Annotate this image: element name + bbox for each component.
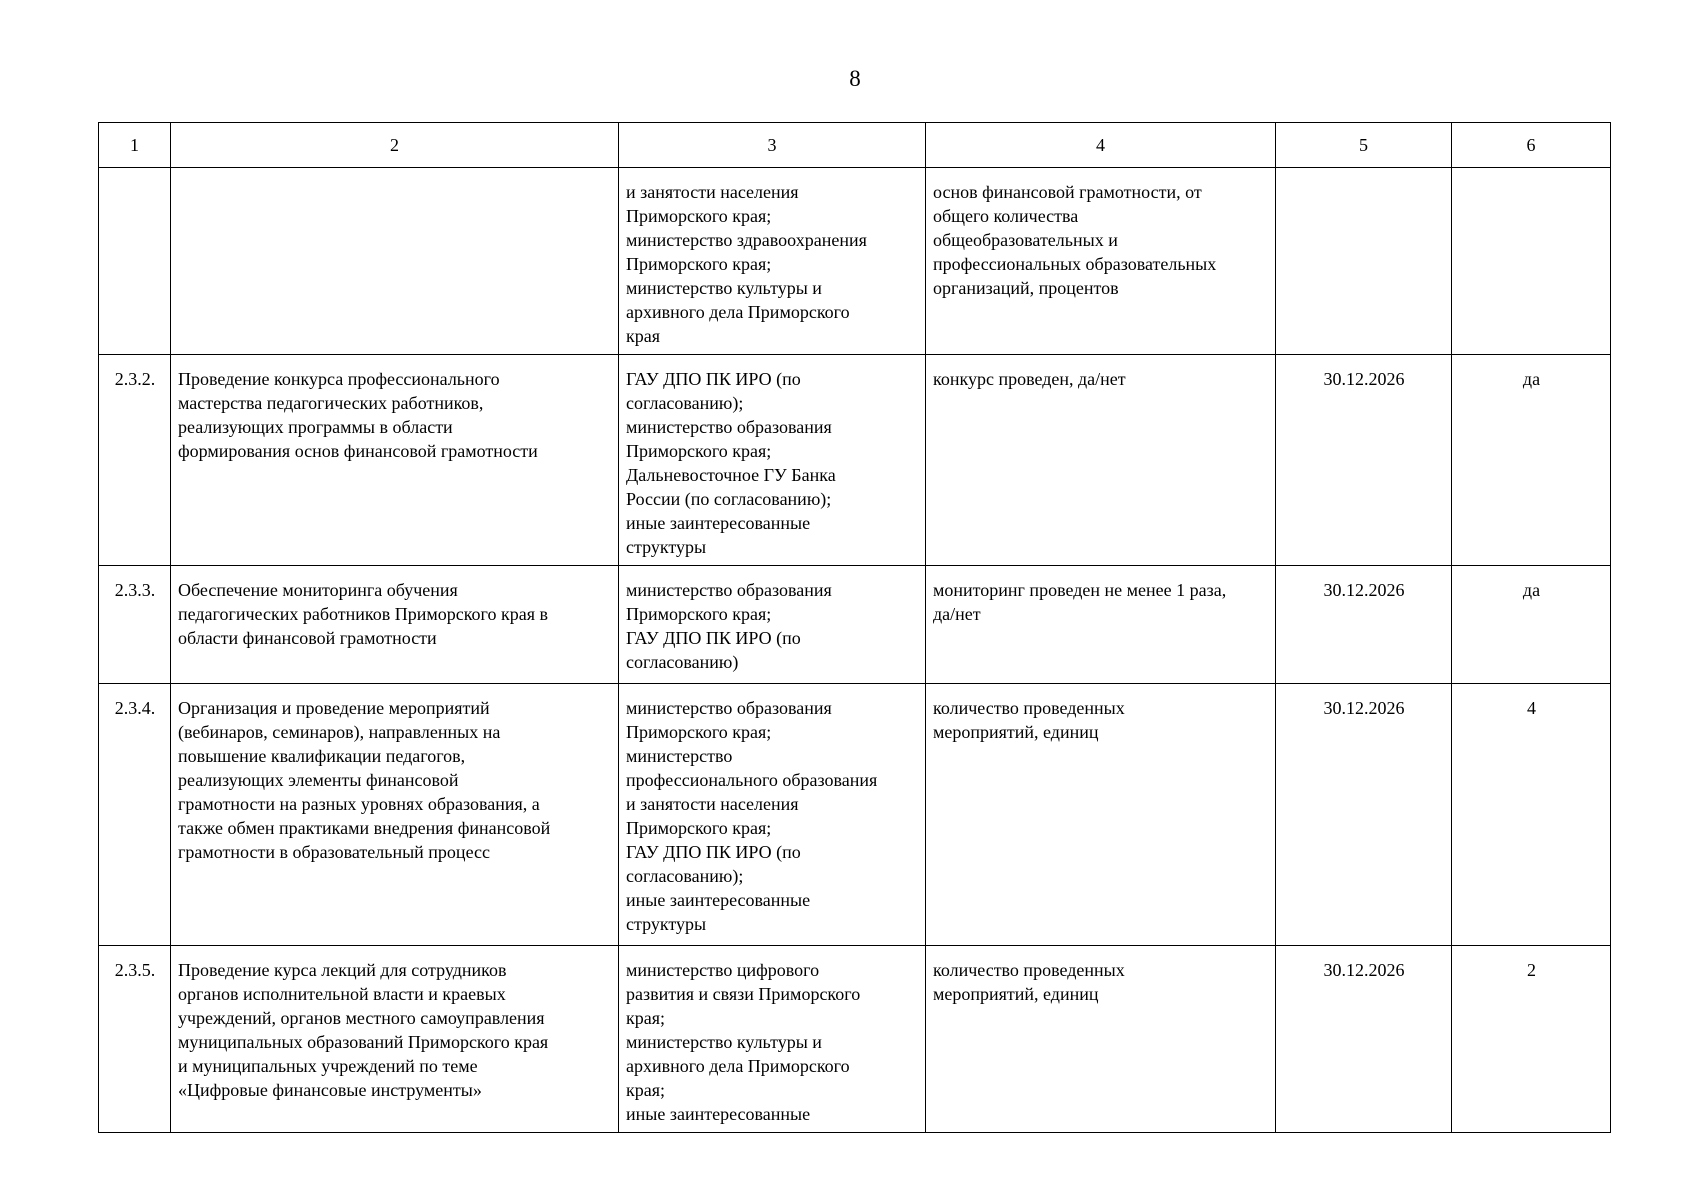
responsible-line: иные заинтересованные <box>626 1104 811 1124</box>
responsible-line: развития и связи Приморского <box>626 984 861 1004</box>
event-line: мастерства педагогических работников, <box>178 393 484 413</box>
deadline-cell: 30.12.2026 <box>1276 355 1452 566</box>
responsible-line: иные заинтересованные <box>626 513 811 533</box>
responsible-line: края; <box>626 1080 666 1100</box>
responsible-line: министерство цифрового <box>626 960 820 980</box>
responsible-cell <box>619 355 926 566</box>
event-line: учреждений, органов местного самоуправления <box>178 1008 545 1028</box>
responsible-line: Дальневосточное ГУ Банка <box>626 465 836 485</box>
table-row <box>99 946 1611 1133</box>
responsible-line: структуры <box>626 914 707 934</box>
item-number-cell: 2.3.4. <box>99 684 171 946</box>
responsible-line: согласованию); <box>626 866 744 886</box>
responsible-line: края; <box>626 1008 666 1028</box>
event-line: «Цифровые финансовые инструменты» <box>178 1080 482 1100</box>
responsible-line: министерство образования <box>626 698 832 718</box>
deadline-cell: 30.12.2026 <box>1276 946 1452 1133</box>
table-row <box>99 566 1611 684</box>
event-cell <box>171 566 619 684</box>
target-value-cell <box>1452 168 1611 355</box>
table-row <box>99 355 1611 566</box>
plan-table <box>98 122 1611 1133</box>
item-number-cell <box>99 168 171 355</box>
indicator-line: мероприятий, единиц <box>933 722 1099 742</box>
event-line: Проведение курса лекций для сотрудников <box>178 960 507 980</box>
indicator-cell <box>926 355 1276 566</box>
event-line: муниципальных образований Приморского края <box>178 1032 549 1052</box>
indicator-line: мероприятий, единиц <box>933 984 1099 1004</box>
event-line: Проведение конкурса профессионального <box>178 369 500 389</box>
responsible-line: иные заинтересованные <box>626 890 811 910</box>
page-number: 8 <box>849 66 861 91</box>
column-header-1: 1 <box>99 123 171 168</box>
indicator-cell <box>926 684 1276 946</box>
event-line: формирования основ финансовой грамотности <box>178 441 538 461</box>
indicator-line: количество проведенных <box>933 960 1125 980</box>
responsible-line: Приморского края; <box>626 818 772 838</box>
responsible-line: ГАУ ДПО ПК ИРО (по <box>626 842 801 862</box>
indicator-line: общеобразовательных и <box>933 230 1118 250</box>
indicator-line: организаций, процентов <box>933 278 1119 298</box>
indicator-line: мониторинг проведен не менее 1 раза, <box>933 580 1227 600</box>
event-cell <box>171 168 619 355</box>
responsible-cell <box>619 684 926 946</box>
indicator-line: профессиональных образовательных <box>933 254 1217 274</box>
event-line: (вебинаров, семинаров), направленных на <box>178 722 501 742</box>
event-line: педагогических работников Приморского края в <box>178 604 549 624</box>
event-line: грамотности в образовательный процесс <box>178 842 490 862</box>
event-line: Организация и проведение мероприятий <box>178 698 490 718</box>
responsible-line: профессионального образования <box>626 770 878 790</box>
responsible-line: Приморского края; <box>626 206 772 226</box>
column-header-6: 6 <box>1452 123 1611 168</box>
event-line: реализующих программы в области <box>178 417 453 437</box>
responsible-cell <box>619 946 926 1133</box>
responsible-line: Приморского края; <box>626 254 772 274</box>
indicator-cell <box>926 566 1276 684</box>
item-number-cell: 2.3.5. <box>99 946 171 1133</box>
event-line: также обмен практиками внедрения финансовой <box>178 818 551 838</box>
responsible-line: края <box>626 326 661 346</box>
item-number-cell: 2.3.2. <box>99 355 171 566</box>
deadline-cell: 30.12.2026 <box>1276 566 1452 684</box>
column-header-5: 5 <box>1276 123 1452 168</box>
indicator-line: общего количества <box>933 206 1079 226</box>
responsible-line: России (по согласованию); <box>626 489 832 509</box>
deadline-cell: 30.12.2026 <box>1276 684 1452 946</box>
item-number-cell: 2.3.3. <box>99 566 171 684</box>
event-line: грамотности на разных уровнях образования, а <box>178 794 540 814</box>
responsible-line: и занятости населения <box>626 794 799 814</box>
responsible-line: согласованию); <box>626 393 744 413</box>
column-header-2: 2 <box>171 123 619 168</box>
responsible-line: министерство <box>626 746 733 766</box>
indicator-cell <box>926 946 1276 1133</box>
responsible-line: архивного дела Приморского <box>626 1056 850 1076</box>
responsible-line: архивного дела Приморского <box>626 302 850 322</box>
target-value-cell: 2 <box>1452 946 1611 1133</box>
column-header-3: 3 <box>619 123 926 168</box>
event-cell <box>171 946 619 1133</box>
column-header-4: 4 <box>926 123 1276 168</box>
indicator-line: конкурс проведен, да/нет <box>933 369 1126 389</box>
event-line: повышение квалификации педагогов, <box>178 746 466 766</box>
target-value-cell: да <box>1452 566 1611 684</box>
responsible-line: ГАУ ДПО ПК ИРО (по <box>626 369 801 389</box>
responsible-line: Приморского края; <box>626 441 772 461</box>
event-cell <box>171 355 619 566</box>
table-header-row <box>99 123 1611 168</box>
responsible-line: Приморского края; <box>626 604 772 624</box>
responsible-cell <box>619 168 926 355</box>
indicator-line: да/нет <box>933 604 981 624</box>
event-line: и муниципальных учреждений по теме <box>178 1056 478 1076</box>
table-row <box>99 168 1611 355</box>
responsible-line: Приморского края; <box>626 722 772 742</box>
event-line: области финансовой грамотности <box>178 628 437 648</box>
responsible-line: ГАУ ДПО ПК ИРО (по <box>626 628 801 648</box>
responsible-line: министерство здравоохранения <box>626 230 867 250</box>
responsible-line: министерство культуры и <box>626 278 822 298</box>
responsible-cell <box>619 566 926 684</box>
target-value-cell: 4 <box>1452 684 1611 946</box>
target-value-cell: да <box>1452 355 1611 566</box>
indicator-cell <box>926 168 1276 355</box>
responsible-line: и занятости населения <box>626 182 799 202</box>
responsible-line: министерство образования <box>626 580 832 600</box>
event-cell <box>171 684 619 946</box>
indicator-line: количество проведенных <box>933 698 1125 718</box>
responsible-line: согласованию) <box>626 652 739 672</box>
event-line: реализующих элементы финансовой <box>178 770 459 790</box>
deadline-cell <box>1276 168 1452 355</box>
table-row <box>99 684 1611 946</box>
responsible-line: структуры <box>626 537 707 557</box>
responsible-line: министерство образования <box>626 417 832 437</box>
event-line: органов исполнительной власти и краевых <box>178 984 506 1004</box>
indicator-line: основ финансовой грамотности, от <box>933 182 1202 202</box>
responsible-line: министерство культуры и <box>626 1032 822 1052</box>
event-line: Обеспечение мониторинга обучения <box>178 580 458 600</box>
